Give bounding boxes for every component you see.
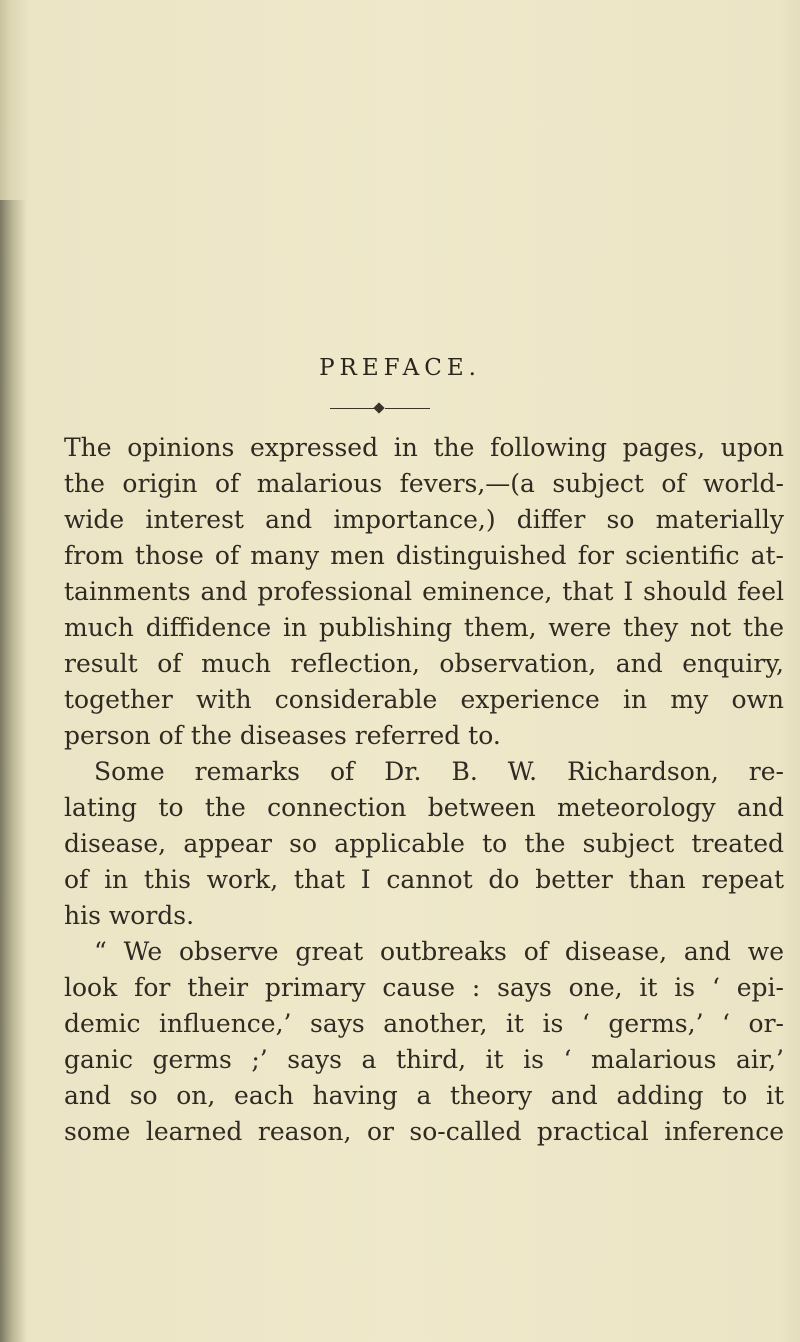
text-line: disease, appear so applicable to the subject treated bbox=[64, 829, 784, 858]
preface-body bbox=[64, 430, 784, 1150]
text-line: wide interest and importance,) differ so materially bbox=[64, 505, 784, 534]
diamond-ornament-icon bbox=[373, 402, 384, 413]
text-line: The opinions expressed in the following pages, upon bbox=[64, 433, 784, 462]
text-line: demic influence,’ says another, it is ‘ germs,’ ‘ or- bbox=[64, 1009, 784, 1038]
text-line: tainments and professional eminence, that I should feel bbox=[64, 577, 784, 606]
text-line: result of much reflection, observation, and enquiry, bbox=[64, 649, 784, 678]
text-line: some learned reason, or so-called practical inference bbox=[64, 1117, 784, 1146]
page-title: PREFACE. bbox=[319, 355, 481, 381]
text-line: from those of many men distinguished for scientific at- bbox=[64, 541, 784, 570]
rule-left bbox=[330, 408, 375, 409]
text-line: his words. bbox=[64, 901, 195, 930]
text-line: and so on, each having a theory and adding to it bbox=[64, 1081, 784, 1110]
text-line: the origin of malarious fevers,—(a subject of world- bbox=[64, 469, 784, 498]
rule-right bbox=[385, 408, 430, 409]
text-line: Some remarks of Dr. B. W. Richardson, re- bbox=[94, 757, 784, 786]
text-line: person of the diseases referred to. bbox=[64, 721, 501, 750]
text-line: “ We observe great outbreaks of disease, and we bbox=[94, 937, 784, 966]
text-line: of in this work, that I cannot do better than repeat bbox=[64, 865, 784, 894]
ornamental-rule bbox=[330, 402, 430, 414]
text-line: ganic germs ;’ says a third, it is ‘ malarious air,’ bbox=[64, 1045, 784, 1074]
text-line: lating to the connection between meteorology and bbox=[64, 793, 784, 822]
text-line: much diffidence in publishing them, were they not the bbox=[64, 613, 784, 642]
text-line: together with considerable experience in my own bbox=[64, 685, 784, 714]
text-line: look for their primary cause : says one, it is ‘ epi- bbox=[64, 973, 784, 1002]
